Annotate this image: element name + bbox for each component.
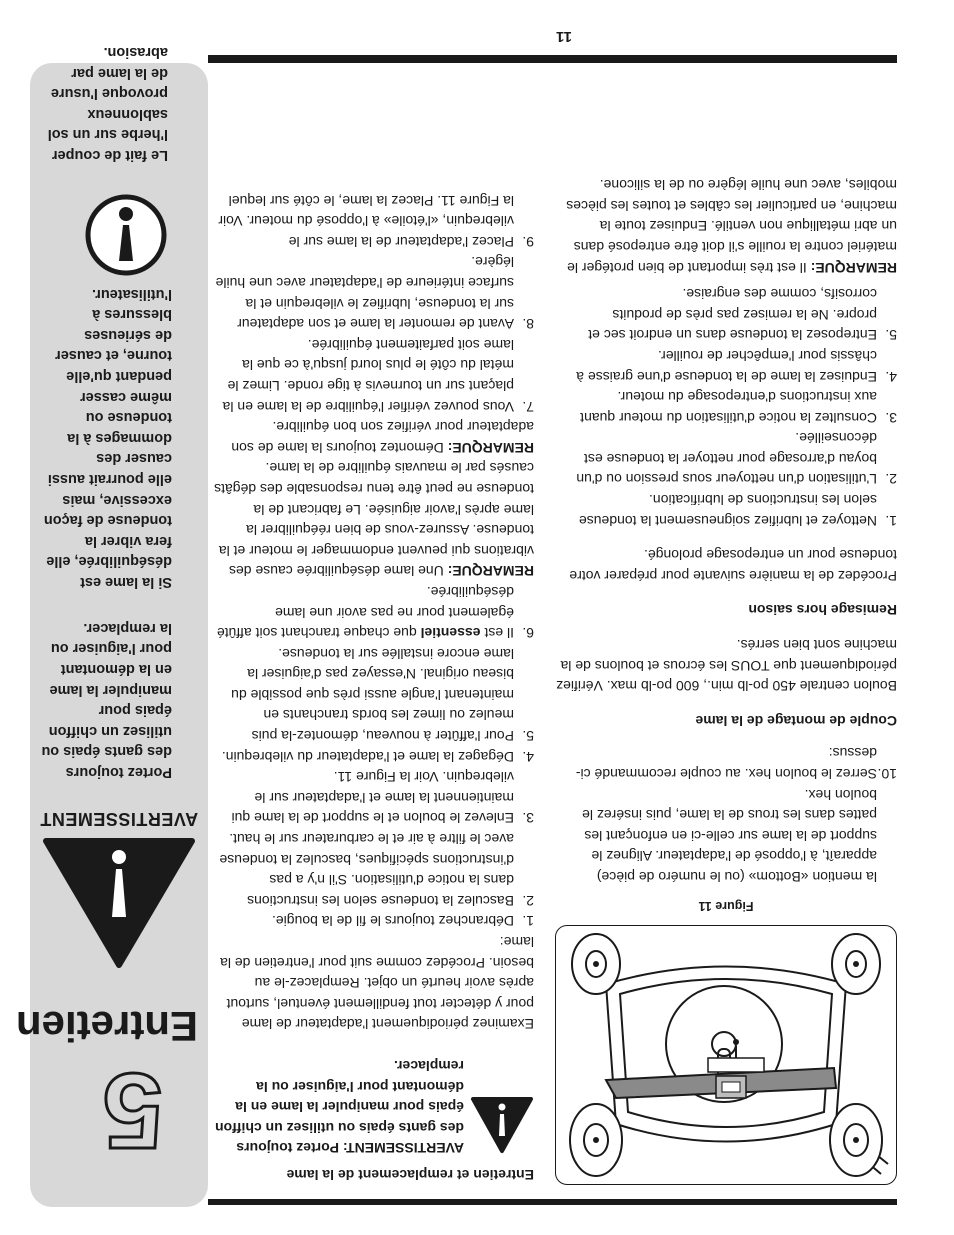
list-item: 4. Dégagez la lame et l'adaptateur du vilebrequin. [221, 748, 534, 765]
note-paragraph: REMARQUE: Démontez toujours la lame de son adaptateur pour vérifiez son bon équilibre. [231, 419, 534, 456]
info-text-abrasion: Le fait de couper l'herbe sur un sol sablonneux provoque l'usure de la lame par abrasion. [47, 44, 168, 163]
chapter-number: 5 [102, 1051, 164, 1172]
storage-intro: Procédez de la manière suivante pour préparer votre tondeuse pour un entreposage prolongé. [569, 547, 897, 584]
list-item: 3. Enlevez le boulon et le support de la lame qui maintiennent la lame et l'adaptateur sur le vilebrequin. Voir la Figure 11. [231, 769, 534, 827]
list-item: 3. Consultez la notice d'utilisation du moteur quant aux instructions d'entreposage du moteur. [580, 389, 897, 426]
page-number: 11 [556, 28, 572, 45]
bottom-rule [208, 55, 897, 63]
mower-underside-illustration [555, 925, 897, 1185]
info-exclamation-icon [84, 193, 168, 277]
note-paragraph: REMARQUE: Une lame déséquilibrée cause des vibrations qui peuvent endommager le moteur et la tondeuse. Assurez-vous de bien rééquilibrer la lame après l'avoir aiguisée. Le fabricant de la tondeuse ne peut être tenu responsable des dégâts causés par le mauvais équilibre de la lame. [214, 460, 534, 580]
intro-paragraph: Examinez périodiquement l'adaptateur de lame pour y détecter tout fendillement éventuel, surtout après avoir heurté un objet. Remplacez-le au besoin. Procédez comme suit pour l'entretien de la lame: [220, 934, 534, 1033]
storage-heading: Remisage hors saison [748, 602, 897, 619]
warning-text-gloves: Portez toujours des gants épais ou utilisez un chiffon épais pour manipuler la lame en la démontant pour l'aiguiser ou la remplacer. [41, 619, 172, 780]
list-item: 1. Nettoyez et lubrifiez soigneusement la tondeuse selon les instructions de lubrification. [578, 492, 897, 529]
chapter-sidebar [15, 44, 208, 1207]
chapter-title: Entretien [15, 1003, 198, 1050]
warning-text-balance: Si la lame est déséquilibrée, elle fera vibrer la tondeuse de façon excessive, mais elle pourrait aussi causer des dommages à la tondeuse ou même casser pendant qu'elle tourne, et causer de sérieuses blessures à l'utilisateur. [43, 285, 172, 590]
list-item: 8. Avant de remonter la lame et son adaptateur sur la tondeuse, lubrifiez le vilebrequin et la surface intérieure de l'adaptateur avec une huile légère. [215, 254, 534, 333]
figure-11 [555, 899, 897, 1185]
storage-column [555, 161, 897, 887]
list-item: 4. Enduisez la lame de la tondeuse d'une graisse à châssis pour l'empêcher de rouiller. [576, 347, 897, 385]
inline-warning [214, 1034, 534, 1158]
blade-maintenance-column [214, 190, 534, 1185]
list-item: 9. Placez l'adaptateur de la lame sur le vilebrequin, «l'étoile» à l'opposé du moteur. Voir la Figure 11. Placez la lame, le côté sur lequel [218, 192, 534, 250]
list-item: 2. Basculez la tondeuse selon les instructions dans la notice d'utilisation. S'il n'y a pas d'instructions spécifiques, basculez la tondeuse avec le filtre à air et le carburateur sur le haut. [219, 831, 534, 909]
mower-deck-drawing [556, 926, 896, 1184]
warning-triangle-icon [42, 837, 196, 969]
list-item: 7. Vous pouvez vérifier l'équilibre de la lame en la plaçant sur un tournevis à tige ronde. Limez le métal du côté le plus lourd jusqu'à ce que la lame soit parfaitement équilibrée. [222, 336, 534, 415]
torque-text: Boulon centrale 450 po-lb min., 600 po-lb max. Vérifiez périodiquement que TOUS les écrous et boulons de la machine sont bien serrés. [556, 637, 897, 695]
list-item: 2. L'utilisation d'un nettoyeur sous pression ou d'un boyau d'arrosage pour nettoyer la tondeuse est déconseillée. [576, 430, 897, 488]
continuation-text: la mention «Bottom» (ou le numéro de pièce) apparaît, à l'opposé de l'adaptateur. Alignez le support de la lame sur celle-ci en enfonçant les pattes dans les trous de la lame, puis insérez le boulon hex. [582, 786, 877, 885]
note-paragraph: REMARQUE: Il est très important de bien protéger le matériel contre la rouille s'il doit être entreposé dans un abri métallique non ventilé. Enduisez toute la machine, en particulier les câbles et toutes les pièces mobiles, avec une huile légère ou de la silicone. [566, 177, 897, 276]
list-item: 5. Entreposez la tondeuse dans un endroit sec et propre. Ne la remisez pas près de produits corrosifs, comme des engraise. [588, 286, 897, 344]
inline-warning-text: AVERTISSEMENT: Portez toujours des gants épais ou utilisez un chiffon épais pour manipuler la lame en la démontant pour l'aiguiser ou la remplacer. [215, 1058, 464, 1157]
warning-heading: AVERTISSEMENT [39, 809, 199, 829]
torque-heading: Couple de montage de la lame [695, 712, 897, 729]
section-title: Entretien et remplacement de la lame [286, 1167, 534, 1183]
figure-caption: Figure 11 [698, 899, 754, 913]
list-item: 10. Serrez le boulon hex. au couple recommandé ci-dessus: [575, 745, 897, 783]
top-rule [208, 1199, 897, 1205]
list-item: 1. Débranchez toujours le fil de la bougie. [271, 913, 534, 930]
warning-triangle-icon [470, 1096, 534, 1154]
list-item: 6. Il est essentiel que chaque tranchant soit affûté également pour ne pas avoir une lame déséquilibrée. [216, 583, 534, 642]
list-item: 5. Pour l'affûter à nouveau, démontez-la puis meulez ou limez les bords tranchants en maintenant l'angle aussi près que possible du biseau original. N'essayez pas d'aiguiser la lame encore installée sur la tondeuse. [231, 645, 534, 745]
